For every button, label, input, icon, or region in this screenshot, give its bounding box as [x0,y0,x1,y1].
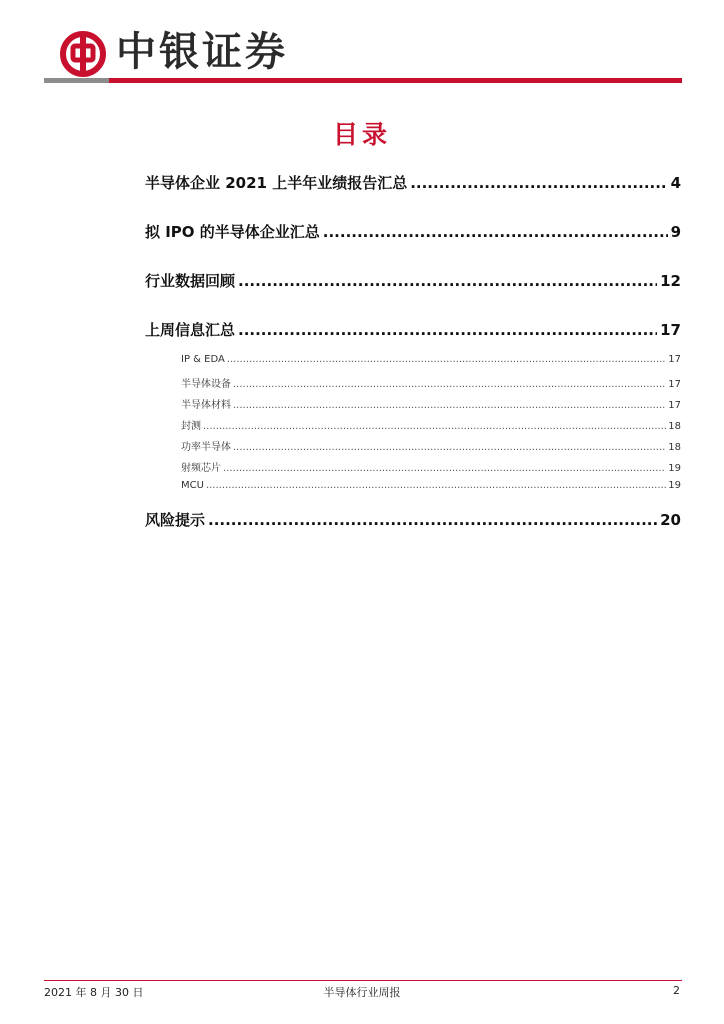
toc-subentry-page: 17 [668,379,681,390]
toc-subentry[interactable] [181,417,681,432]
page-header [0,0,724,90]
toc-subentry-page: 17 [668,400,681,411]
toc-subentry-page: 18 [668,442,681,453]
toc-entry[interactable] [145,319,681,340]
toc-entry[interactable] [145,270,681,291]
toc-leader-dots [223,463,666,474]
footer-date: 2021 年 8 月 30 日 [44,986,144,999]
header-rule-gray [44,78,109,83]
brand-name: 中银证券 [116,28,288,75]
toc-subentry-title: 功率半导体 [181,442,231,453]
toc-subentry-title: 半导体材料 [181,400,231,411]
toc-subentry[interactable] [181,375,681,390]
toc-leader-dots [208,511,657,529]
toc-subentry-title: IP & EDA [181,354,225,365]
toc-entry-title: 半导体企业 2021 上半年业绩报告汇总 [145,174,408,192]
toc-entry[interactable] [145,172,681,193]
footer-page-number: 2 [673,984,680,997]
footer-rule [44,980,682,981]
toc-subentry-page: 17 [668,354,681,365]
toc-subentry-title: 封测 [181,421,201,432]
toc-entry[interactable] [145,509,681,530]
toc-subentry-page: 18 [668,421,681,432]
toc-leader-dots [233,379,666,390]
toc-entry-page: 17 [660,321,681,339]
toc-leader-dots [238,272,657,290]
toc-subentry[interactable] [181,354,681,365]
toc-subentry-page: 19 [668,480,681,491]
toc-entry-title: 行业数据回顾 [145,272,236,290]
toc-leader-dots [227,354,666,365]
toc-entry-page: 4 [670,174,681,192]
bank-of-china-logo-icon [59,30,107,78]
toc-subentry-title: 半导体设备 [181,379,231,390]
footer-report-name: 半导体行业周报 [323,986,401,999]
toc-subentry[interactable] [181,438,681,453]
toc-entry-title: 风险提示 [145,511,206,529]
toc-leader-dots [410,174,667,192]
toc-entry-title: 拟 IPO 的半导体企业汇总 [145,223,320,241]
toc-leader-dots [203,421,666,432]
toc-subentry-page: 19 [668,463,681,474]
toc-subentry-title: 射频芯片 [181,463,221,474]
toc-subentry[interactable] [181,480,681,491]
toc-leader-dots [233,400,666,411]
toc-entry-title: 上周信息汇总 [145,321,236,339]
toc-leader-dots [323,223,668,241]
toc-entry-page: 12 [660,272,681,290]
header-rule-red [109,78,682,83]
toc-subentry[interactable] [181,396,681,411]
toc-entry-page: 20 [660,511,681,529]
toc-leader-dots [238,321,657,339]
toc-title: 目录 [332,120,391,149]
toc-entry[interactable] [145,221,681,242]
toc-leader-dots [206,480,666,491]
toc-subentry-title: MCU [181,480,204,491]
toc-entry-page: 9 [670,223,681,241]
toc-leader-dots [233,442,666,453]
toc-subentry[interactable] [181,459,681,474]
